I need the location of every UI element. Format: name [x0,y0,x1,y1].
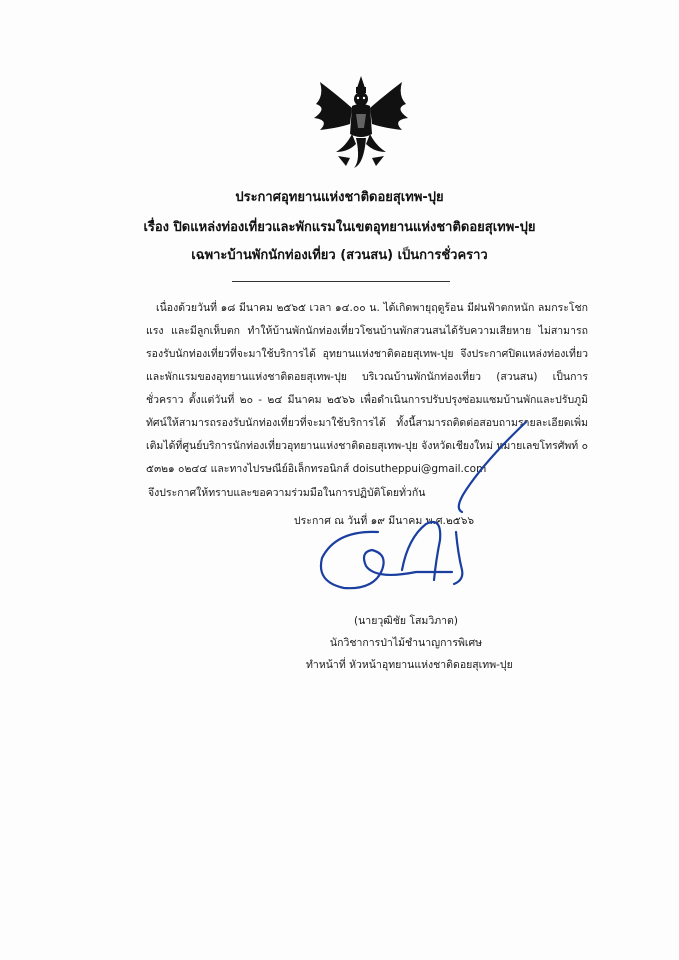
garuda-emblem-icon [306,74,416,170]
title-divider [232,281,450,282]
announcement-title: ประกาศอุทยานแห่งชาติดอยสุเทพ-ปุย [235,190,444,205]
announcement-subject-detail: เฉพาะบ้านพักนักท่องเที่ยว (สวนสน) เป็นการชั่วคราว [191,248,488,263]
signatory-position: นักวิชาการป่าไม้ชำนาญการพิเศษ [329,637,483,649]
signatory-name: (นายวุฒิชัย โสมวิภาต) [354,615,458,627]
body-paragraph: เนื่องด้วยวันที่ ๑๘ มีนาคม ๒๕๖๕ เวลา ๑๔.๐๐ น. ได้เกิดพายุฤดูร้อน มีฝนฟ้าตกหนัก ลมกระโชกแรง และมีลูกเห็บตก ทำให้บ้านพักนักท่องเที่ยวโซนบ้านพักสวนสนได้รับความเสียหาย ไม่สามารถรองรับนักท่องเที่ยวที่จะมาใช้บริการได้ อุทยานแห่งชาติดอยสุเทพ-ปุย จึงประกาศปิดแหล่งท่องเที่ยวและพักแรมของอุทยานแห่งชาติดอยสุเทพ-ปุย บริเวณบ้านพักนักท่องเที่ยว (สวนสน) เป็นการชั่วคราว ตั้งแต่วันที่ ๒๐ - ๒๔ มีนาคม ๒๕๖๖ เพื่อดำเนินการปรับปรุงซ่อมแซมบ้านพักและปรับภูมิทัศน์ให้สามารถรองรับนักท่องเที่ยวที่จะมาใช้บริการได้ ทั้งนี้สามารถติดต่อสอบถามรายละเอียดเพิ่มเติมได้ที่ศูนย์บริการนักท่องเที่ยวอุทยานแห่งชาติดอยสุเทพ-ปุย จังหวัดเชียงใหม่ หมายเลขโทรศัพท์ ๐ ๕๓๒๑ ๐๒๔๔ และทางไปรษณีย์อิเล็กทรอนิกส์ doisutheppui@gmail.com [146,302,588,475]
signatory-block [306,610,513,676]
announcement-subject: เรื่อง ปิดแหล่งท่องเที่ยวและพักแรมในเขตอุทยานแห่งชาติดอยสุเทพ-ปุย [143,220,536,235]
announcement-date: ประกาศ ณ วันที่ ๑๙ มีนาคม พ.ศ.๒๕๖๖ [294,515,475,527]
closing-statement: จึงประกาศให้ทราบและขอความร่วมมือในการปฏิบัติโดยทั่วกัน [148,487,426,499]
signatory-acting-role: ทำหน้าที่ หัวหน้าอุทยานแห่งชาติดอยสุเทพ-ปุย [306,659,513,671]
handwritten-signature [316,420,536,610]
